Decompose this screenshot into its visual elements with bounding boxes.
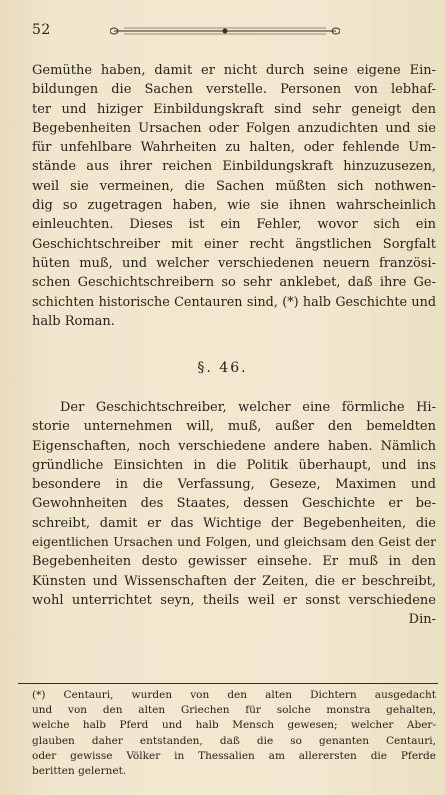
text-line: wohl unterrichtet seyn, theils weil er sonst verschiedene bbox=[32, 592, 436, 608]
footnote-line: glauben daher entstanden, daß die so genanten Centauri, bbox=[32, 734, 436, 747]
paragraph-1 bbox=[32, 61, 436, 331]
section-heading: §. 46. bbox=[197, 360, 248, 376]
text-line: dig so zugetragen haben, wie sie ihnen wahrscheinlich bbox=[32, 198, 436, 214]
page-number: 52 bbox=[32, 22, 51, 38]
text-line: halb Roman. bbox=[32, 313, 115, 329]
footnote-line: (*) Centauri, wurden von den alten Dichtern ausgedacht bbox=[32, 689, 436, 701]
text-line: stände aus ihrer reichen Einbildungskraft hinzuzusezen, bbox=[32, 159, 436, 175]
text-line: Eigenschaften, noch verschiedene andere haben. Nämlich bbox=[32, 438, 436, 454]
header-ornament bbox=[110, 24, 340, 38]
text-line: für unfehlbare Wahrheiten zu halten, oder fehlende Um- bbox=[32, 140, 436, 156]
text-line: schreibt, damit er das Wichtige der Begebenheiten, die bbox=[32, 515, 436, 531]
text-line: Begebenheiten Ursachen oder Folgen anzudichten und sie bbox=[32, 120, 436, 136]
text-line: Geschichtschreiber mit einer recht ängstlichen Sorgfalt bbox=[32, 236, 436, 252]
footnote-line: und von den alten Griechen für solche monstra gehalten, bbox=[32, 704, 436, 717]
text-line: gründliche Einsichten in die Politik überhaupt, und ins bbox=[32, 457, 436, 473]
text-line: ter und hiziger Einbildungskraft sind sehr geneigt den bbox=[32, 101, 436, 117]
text-line: einleuchten. Dieses ist ein Fehler, wovor sich ein bbox=[32, 217, 436, 233]
text-line: schen Geschichtschreibern so sehr anklebet, daß ihre Ge- bbox=[32, 275, 436, 291]
text-line: bildungen die Sachen verstelle. Personen von lebhaf- bbox=[32, 82, 436, 98]
footnote bbox=[32, 688, 436, 779]
text-line: Gemüthe haben, damit er nicht durch seine eigene Ein- bbox=[32, 63, 436, 78]
text-line: schichten historische Centauren sind, (*) halb Geschichte und bbox=[32, 294, 436, 310]
text-line: Künsten und Wissenschaften der Zeiten, die er beschreibt, bbox=[32, 573, 436, 589]
text-line: Gewohnheiten des Staates, dessen Geschichte er be- bbox=[32, 496, 436, 512]
paragraph-2 bbox=[32, 398, 436, 630]
text-line: eigentlichen Ursachen und Folgen, und gleichsam den Geist der bbox=[32, 535, 436, 550]
footnote-rule bbox=[18, 683, 438, 684]
text-line: Begebenheiten desto gewisser einsehe. Er muß in den bbox=[32, 554, 436, 570]
text-line: hüten muß, und welcher verschiedenen neuern französi- bbox=[32, 255, 436, 271]
catchword: Din- bbox=[408, 612, 436, 628]
footnote-line: beritten gelernet. bbox=[32, 764, 127, 777]
text-line: besondere in die Verfassung, Geseze, Maximen und bbox=[32, 477, 436, 493]
footnote-line: oder gewisse Völker in Thessalien am allerersten die Pferde bbox=[32, 749, 436, 762]
text-line: storie unternehmen will, muß, außer den bemeldten bbox=[32, 419, 436, 435]
text-line: Der Geschichtschreiber, welcher eine förmliche Hi- bbox=[60, 400, 436, 415]
footnote-line: welche halb Pferd und halb Mensch gewesen; welcher Aber- bbox=[32, 719, 436, 732]
text-line: weil sie vermeinen, die Sachen müßten sich nothwen- bbox=[32, 178, 436, 194]
